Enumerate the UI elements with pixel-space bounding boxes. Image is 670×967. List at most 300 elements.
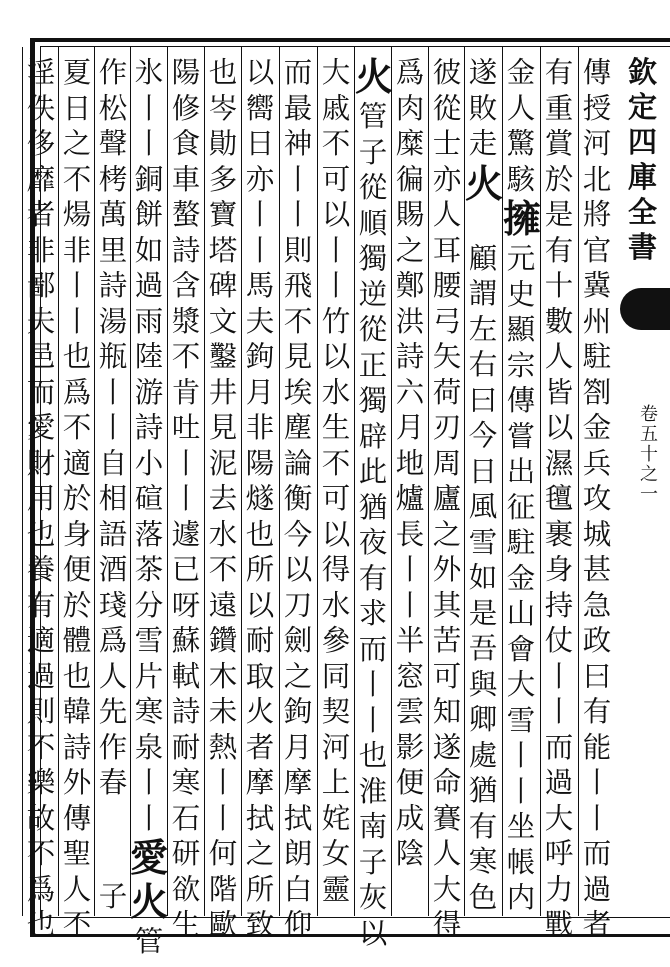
text-char: 里 [98, 233, 128, 267]
text-char: 也 [245, 517, 275, 551]
text-char: 丨 [321, 269, 351, 302]
text-char: 蘇 [171, 624, 201, 657]
text-char: 碑 [208, 269, 238, 302]
text-char: 官 [582, 233, 612, 267]
text-char: 所 [245, 553, 275, 586]
volume-char: 十 [640, 444, 658, 465]
text-char: 丨 [245, 233, 275, 267]
text-char: 色 [468, 880, 498, 914]
text-char [465, 223, 501, 241]
text-char: 夏 [62, 56, 92, 89]
text-char [131, 836, 167, 924]
text-char: 順 [358, 206, 388, 240]
text-char: 出 [506, 455, 536, 488]
text-char: 碹 [134, 482, 164, 515]
text-char: 詩 [395, 340, 425, 373]
text-char: 駭 [506, 162, 536, 196]
text-char: 子 [98, 880, 128, 914]
text-column [318, 55, 354, 915]
text-char: 於 [62, 482, 92, 515]
text-char: 左 [468, 312, 498, 346]
text-char: 丨 [245, 198, 275, 231]
text-char: 故 [26, 801, 56, 835]
header-char: 欽 [628, 55, 658, 89]
text-char: 有 [468, 809, 498, 843]
text-char: 肯 [171, 375, 201, 409]
text-char: 神 [283, 127, 313, 160]
text-char: 呀 [171, 588, 201, 622]
text-char: 丨 [98, 375, 128, 409]
text-char: 相 [98, 482, 128, 515]
text-char: 有 [544, 233, 574, 267]
text-char: 詩 [98, 269, 128, 302]
text-char: 夜 [358, 526, 388, 559]
text-char: 此 [358, 455, 388, 488]
text-char: 松 [98, 91, 128, 125]
text-char: 與 [468, 667, 498, 701]
text-char: 不 [321, 446, 351, 480]
text-char: 腰 [432, 269, 462, 302]
text-char: 見 [208, 411, 238, 444]
text-column [59, 55, 95, 941]
text-char: 水 [208, 517, 238, 551]
text-char: 力 [544, 872, 574, 906]
text-char: 外 [62, 766, 92, 799]
text-char: 不 [26, 837, 56, 870]
text-char: 愛 [26, 411, 56, 444]
text-char: 曰 [468, 383, 498, 417]
text-char: 文 [208, 304, 238, 338]
text-char: 鄭 [395, 269, 425, 302]
text-char: 欲 [171, 872, 201, 906]
text-char: 管 [358, 100, 388, 133]
text-char: 之 [62, 127, 92, 160]
text-char: 而 [358, 632, 388, 666]
text-char: 可 [321, 482, 351, 515]
text-char: 遂 [432, 730, 462, 764]
text-char: 成 [395, 801, 425, 835]
text-char: 得 [321, 553, 351, 586]
text-char: 丨 [321, 233, 351, 267]
text-char: 謂 [468, 277, 498, 310]
text-char: 泉 [134, 730, 164, 764]
text-char: 火 [245, 695, 275, 728]
text-char: 以 [358, 916, 388, 950]
text-char: 淮 [358, 774, 388, 808]
text-column [168, 55, 204, 941]
text-char: 有 [358, 561, 388, 595]
text-char: 作 [98, 730, 128, 764]
text-char: 見 [283, 340, 313, 373]
text-char: 詩 [171, 233, 201, 267]
text-char: 瓶 [98, 340, 128, 373]
text-char: 丨 [62, 304, 92, 338]
text-char: 非 [245, 411, 275, 444]
text-char [95, 853, 131, 879]
text-char: 熱 [208, 730, 238, 764]
text-char: 獨 [358, 242, 388, 275]
text-char: 戰 [544, 908, 574, 941]
text-char: 摩 [283, 766, 313, 799]
text-char: 不 [283, 304, 313, 338]
text-char: 裹 [544, 517, 574, 551]
text-char: 吾 [468, 632, 498, 665]
text-char: 彼 [432, 56, 462, 89]
text-char: 所 [245, 872, 275, 906]
text-char: 大 [432, 872, 462, 906]
text-char: 自 [98, 446, 128, 480]
text-char: 窓 [395, 659, 425, 693]
text-char: 嚮 [245, 91, 275, 125]
text-char: 子 [358, 135, 388, 169]
fishtail-mark [620, 288, 670, 330]
text-char: 階 [208, 872, 238, 906]
text-char: 埃 [283, 375, 313, 409]
text-column [392, 55, 428, 915]
text-column [242, 55, 278, 941]
text-char: 過 [134, 269, 164, 302]
text-char: 詩 [134, 411, 164, 444]
text-char: 岑 [208, 91, 238, 125]
text-char: 其 [432, 588, 462, 622]
text-char: 樂 [26, 766, 56, 799]
text-char: 金 [506, 56, 536, 89]
text-char: 陰 [395, 837, 425, 870]
text-char: 女 [321, 837, 351, 870]
text-char: 琖 [98, 588, 128, 622]
text-char: 也 [62, 340, 92, 373]
text-char: 丨 [358, 703, 388, 737]
text-char: 夫 [26, 304, 56, 338]
text-char: 於 [544, 162, 574, 196]
text-char: 同 [321, 659, 351, 693]
text-char: 水 [321, 375, 351, 409]
text-char: 於 [62, 588, 92, 622]
text-char: 而 [582, 837, 612, 870]
text-char: 拭 [245, 801, 275, 835]
text-char: 以 [245, 588, 275, 622]
text-char: 未 [208, 695, 238, 728]
text-char [465, 206, 501, 224]
text-char: 刃 [432, 411, 462, 444]
text-char: 將 [582, 198, 612, 231]
text-char: 朗 [283, 837, 313, 870]
text-char: 萬 [98, 198, 128, 231]
text-char: 取 [245, 659, 275, 693]
text-char: 酒 [98, 553, 128, 586]
text-char: 内 [506, 881, 536, 914]
volume-char: 卷 [640, 404, 658, 425]
text-char: 爐 [395, 482, 425, 515]
text-char: 丨 [506, 774, 536, 808]
text-char: 非 [62, 233, 92, 267]
text-char: 飛 [283, 269, 313, 302]
text-char: 持 [544, 588, 574, 622]
text-char: 宗 [506, 348, 536, 382]
text-char: 亦 [245, 162, 275, 196]
text-char: 邑 [26, 340, 56, 373]
text-char: 可 [432, 659, 462, 693]
text-char: 月 [283, 730, 313, 764]
text-char: 而 [283, 56, 313, 89]
text-char: 雪 [468, 525, 498, 559]
text-char: 丨 [208, 801, 238, 835]
text-char: 敗 [468, 91, 498, 125]
text-char: 陽 [245, 446, 275, 480]
text-char: 便 [395, 766, 425, 799]
text-char: 不 [171, 340, 201, 373]
text-char: 丨 [171, 446, 201, 480]
text-column [503, 55, 542, 915]
text-char: 財 [26, 446, 56, 480]
text-char: 風 [468, 490, 498, 523]
text-char: 耳 [432, 233, 462, 267]
heading-char: 火 [130, 879, 169, 924]
text-char: 人 [62, 872, 92, 906]
text-char: 劍 [283, 624, 313, 657]
text-char: 已 [171, 553, 201, 586]
text-char: 曰 [582, 659, 612, 693]
text-char: 以 [321, 517, 351, 551]
text-column [130, 55, 169, 958]
text-char: 以 [321, 340, 351, 373]
text-char [95, 827, 131, 853]
text-char: 竹 [321, 304, 351, 338]
text-char: 氊 [544, 482, 574, 515]
text-char: 丨 [171, 482, 201, 515]
text-char: 鉤 [245, 340, 275, 373]
text-char: 春 [98, 766, 128, 799]
text-char: 茶 [134, 553, 164, 586]
text-char: 遂 [468, 56, 498, 89]
text-char: 之 [395, 233, 425, 267]
text-char: 丨 [134, 801, 164, 835]
text-char: 河 [321, 730, 351, 764]
text-char: 摩 [245, 766, 275, 799]
text-char: 人 [544, 340, 574, 373]
text-column [280, 55, 316, 941]
text-char: 聖 [62, 837, 92, 870]
text-char: 先 [98, 695, 128, 728]
text-char: 氷 [134, 56, 164, 89]
text-char: 侈 [26, 127, 56, 160]
text-char: 陽 [171, 56, 201, 89]
text-char: 顧 [468, 241, 498, 275]
text-char: 也 [62, 659, 92, 693]
text-char: 致 [245, 908, 275, 941]
text-char: 肉 [395, 91, 425, 125]
text-char: 仰 [283, 908, 313, 941]
text-char: 有 [26, 588, 56, 622]
text-char: 含 [171, 269, 201, 302]
text-char: 右 [468, 348, 498, 381]
text-char: 吐 [171, 411, 201, 444]
text-char: 丨 [506, 739, 536, 772]
text-char: 馬 [245, 269, 275, 302]
text-char: 逆 [358, 277, 388, 311]
text-char: 人 [98, 659, 128, 693]
text-char: 今 [468, 419, 498, 452]
text-char: 餅 [134, 198, 164, 231]
text-char: 木 [208, 659, 238, 693]
text-char: 爲 [98, 624, 128, 657]
text-char: 不 [321, 127, 351, 160]
text-char: 士 [432, 127, 462, 160]
text-char: 燧 [245, 482, 275, 515]
text-char: 石 [171, 801, 201, 835]
text-char: 適 [62, 446, 92, 480]
text-char: 塵 [283, 411, 313, 444]
text-char: 徧 [395, 162, 425, 196]
text-char: 鑽 [208, 624, 238, 657]
text-char: 論 [283, 446, 313, 480]
text-char: 月 [395, 411, 425, 444]
text-char: 詩 [62, 730, 92, 764]
text-char: 丨 [98, 411, 128, 444]
text-char: 呼 [544, 837, 574, 870]
text-char: 上 [321, 766, 351, 799]
text-char: 命 [432, 766, 462, 799]
text-char: 顯 [506, 313, 536, 346]
text-char: 歐 [208, 908, 238, 941]
text-char: 鑿 [208, 340, 238, 373]
text-char: 荷 [432, 375, 462, 409]
text-char: 人 [432, 837, 462, 870]
text-char: 猶 [358, 490, 388, 524]
text-char: 帳 [506, 845, 536, 879]
text-char: 矢 [432, 340, 462, 373]
text-char: 征 [506, 490, 536, 524]
text-char: 獨 [358, 384, 388, 417]
text-char: 授 [582, 91, 612, 125]
text-char: 游 [134, 375, 164, 409]
text-char: 六 [395, 375, 425, 409]
text-char: 賞 [544, 127, 574, 160]
header-char: 庫 [628, 160, 658, 194]
text-char: 爲 [26, 872, 56, 906]
text-char: 鉤 [283, 695, 313, 728]
text-char: 鄙 [26, 269, 56, 302]
text-char: 湯 [98, 304, 128, 338]
text-char: 以 [544, 411, 574, 444]
text-char: 研 [171, 837, 201, 870]
text-char: 栲 [98, 162, 128, 196]
text-char: 井 [208, 375, 238, 409]
text-char: 以 [283, 553, 313, 586]
text-char: 政 [582, 624, 612, 657]
text-char: 車 [171, 162, 201, 196]
text-char: 擁 [503, 196, 542, 241]
text-char: 體 [62, 624, 92, 657]
volume-char: 一 [640, 484, 658, 505]
text-char: 便 [62, 553, 92, 586]
text-char: 驚 [506, 127, 536, 160]
text-char: 南 [358, 810, 388, 843]
text-char: 耐 [245, 624, 275, 657]
text-char: 能 [582, 730, 612, 764]
text-char: 北 [582, 162, 612, 196]
text-char: 不 [62, 908, 92, 941]
text-char: 之 [432, 517, 462, 551]
header-char: 書 [628, 230, 658, 264]
text-char: 是 [544, 198, 574, 231]
text-char: 大 [321, 56, 351, 89]
text-char: 雨 [134, 304, 164, 338]
text-char: 丨 [134, 91, 164, 125]
text-char: 耐 [171, 730, 201, 764]
text-char: 靡 [26, 162, 56, 196]
text-char: 片 [134, 659, 164, 693]
text-char: 衡 [283, 482, 313, 515]
text-char: 契 [321, 695, 351, 728]
text-char: 半 [395, 624, 425, 657]
text-char: 去 [208, 482, 238, 515]
text-char: 寒 [468, 845, 498, 878]
text-char: 最 [283, 91, 313, 125]
text-char: 走 [468, 127, 498, 160]
text-char: 不 [208, 553, 238, 586]
text-char: 以 [245, 56, 275, 89]
text-char: 糜 [395, 127, 425, 160]
text-char: 過 [544, 766, 574, 799]
text-char: 泥 [208, 446, 238, 480]
text-char: 丨 [283, 162, 313, 196]
text-char: 元 [506, 242, 536, 275]
text-char: 甚 [582, 553, 612, 586]
text-char: 則 [283, 233, 313, 267]
text-char: 勛 [208, 127, 238, 160]
text-char: 正 [358, 348, 388, 382]
text-char: 是 [468, 596, 498, 630]
text-char: 苦 [432, 624, 462, 657]
text-char: 遠 [208, 588, 238, 622]
text-column [95, 55, 131, 915]
text-char: 作 [98, 56, 128, 89]
text-char: 身 [62, 517, 92, 551]
text-char: 不 [62, 411, 92, 444]
text-char: 生 [171, 908, 201, 941]
text-char: 求 [358, 597, 388, 630]
text-char: 火 [355, 54, 394, 99]
text-char: 刀 [283, 588, 313, 622]
text-char: 外 [432, 553, 462, 586]
text-char: 日 [245, 127, 275, 160]
text-char: 過 [26, 659, 56, 693]
text-char: 塔 [208, 233, 238, 267]
text-char: 寒 [134, 695, 164, 728]
text-char: 子 [358, 845, 388, 879]
text-char: 非 [26, 233, 56, 267]
text-char: 陸 [134, 340, 164, 373]
text-char: 今 [283, 517, 313, 551]
text-char [95, 801, 131, 827]
text-char: 辟 [358, 419, 388, 453]
text-char: 戚 [321, 91, 351, 125]
text-char: 傳 [506, 384, 536, 417]
text-char: 之 [245, 837, 275, 870]
text-char: 影 [395, 730, 425, 764]
text-char: 弓 [432, 304, 462, 338]
text-char: 賽 [432, 801, 462, 835]
text-char: 亦 [432, 162, 462, 196]
text-char: 靈 [321, 872, 351, 906]
text-char: 冀 [582, 269, 612, 302]
text-char: 者 [582, 908, 612, 941]
text-char: 丨 [544, 695, 574, 728]
text-char: 養 [26, 553, 56, 586]
text-char: 夫 [245, 304, 275, 338]
text-char: 分 [134, 588, 164, 622]
